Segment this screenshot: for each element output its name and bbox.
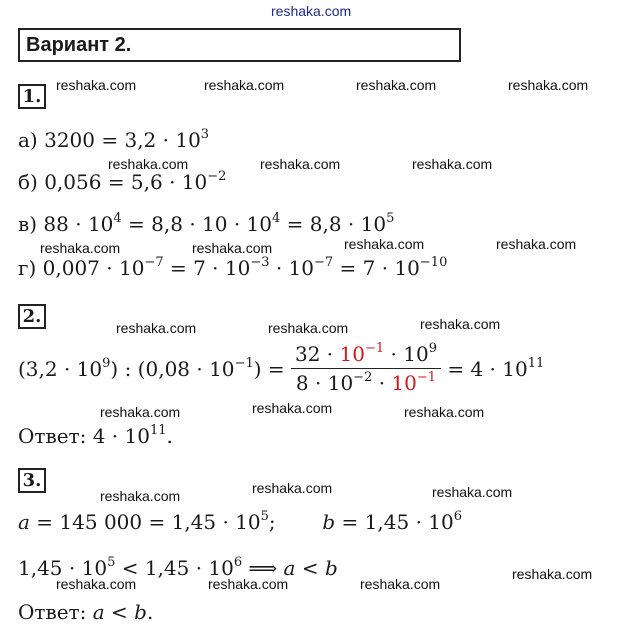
- task-1-label-b: б): [18, 170, 38, 194]
- exponent: −1: [364, 341, 385, 356]
- watermark: reshaka.com: [412, 156, 493, 172]
- expr-part: <: [104, 600, 135, 624]
- fraction: [291, 342, 441, 395]
- exponent: −1: [234, 355, 254, 371]
- expr-part: 32 ·: [295, 342, 340, 366]
- expr-part: · 10: [269, 256, 315, 280]
- task-2-equation: [18, 342, 544, 395]
- expr-part: .: [166, 424, 173, 448]
- task-1-label-g: г): [18, 256, 37, 280]
- task-3-number: 3.: [18, 468, 46, 493]
- watermark: reshaka.com: [496, 236, 577, 252]
- task-1-line-b: [18, 170, 226, 194]
- highlighted-term: [391, 371, 436, 395]
- watermark: reshaka.com: [100, 404, 181, 420]
- expr-part: = 1,45 · 10: [335, 510, 454, 534]
- variable-a: a: [18, 510, 30, 534]
- implies-symbol: ⟹: [242, 556, 284, 580]
- expr-part: 10: [339, 342, 365, 366]
- watermark: reshaka.com: [100, 488, 181, 504]
- exponent: 6: [453, 509, 463, 524]
- site-label[interactable]: reshaka.com: [271, 3, 352, 19]
- expr-part: 88 · 10: [43, 212, 114, 236]
- exponent: 4: [272, 211, 281, 226]
- watermark: reshaka.com: [404, 404, 485, 420]
- watermark: reshaka.com: [56, 77, 137, 93]
- task-2-number: 2.: [18, 304, 46, 329]
- variable-b: b: [134, 600, 147, 624]
- watermark: reshaka.com: [432, 484, 513, 500]
- expr-part: = 145 000 = 1,45 · 10: [29, 510, 261, 534]
- task-1-expr-a: 3200 = 3,2 · 10: [44, 128, 201, 152]
- variable-a: a: [92, 600, 105, 624]
- watermark: reshaka.com: [268, 320, 349, 336]
- variant-title: Вариант 2.: [18, 28, 461, 62]
- answer-label: Ответ:: [18, 600, 87, 624]
- expr-part: 8 · 10: [295, 371, 354, 395]
- highlighted-term: [340, 342, 385, 366]
- exponent: 9: [428, 341, 437, 356]
- exponent: −7: [144, 255, 164, 270]
- expr-part: = 7 · 10: [333, 256, 420, 280]
- exponent: 4: [113, 211, 122, 226]
- variable-b: b: [324, 556, 338, 580]
- expr-part: = 7 · 10: [163, 256, 251, 280]
- expr-part: .: [146, 600, 154, 624]
- watermark: reshaka.com: [356, 77, 437, 93]
- watermark: reshaka.com: [208, 576, 289, 592]
- watermark: reshaka.com: [508, 77, 589, 93]
- expr-part: = 8,8 · 10 · 10: [121, 212, 273, 236]
- fraction-numerator: [291, 342, 441, 369]
- task-1-line-g: [18, 256, 447, 280]
- watermark: reshaka.com: [344, 236, 425, 252]
- expr-part: ·: [372, 371, 392, 395]
- equation-lhs: [18, 357, 285, 381]
- watermark: reshaka.com: [360, 576, 441, 592]
- variable-b: b: [322, 510, 336, 534]
- watermark: reshaka.com: [108, 156, 189, 172]
- exponent: −3: [250, 255, 270, 270]
- exponent: −7: [314, 255, 334, 270]
- expr-part: 1,45 · 10: [18, 556, 108, 580]
- exponent: −1: [416, 370, 437, 385]
- watermark: reshaka.com: [56, 576, 137, 592]
- watermark: reshaka.com: [204, 77, 285, 93]
- task-1-expr-b: 0,056 = 5,6 · 10: [44, 170, 208, 194]
- task-1-number: 1.: [18, 84, 46, 109]
- task-3-line-1: [18, 510, 462, 534]
- expr-part: ;: [268, 510, 276, 534]
- exponent: −2: [207, 169, 227, 184]
- task-1-line-a: [18, 128, 209, 152]
- watermark: reshaka.com: [252, 480, 333, 496]
- expr-part: <: [295, 556, 325, 580]
- task-3-answer: [18, 600, 153, 624]
- task-1-label-a: а): [18, 128, 38, 152]
- watermark: reshaka.com: [420, 316, 501, 332]
- exponent: 11: [527, 355, 545, 371]
- expr-part: < 1,45 · 10: [115, 556, 234, 580]
- task-1-line-v: [18, 212, 394, 236]
- watermark: reshaka.com: [260, 156, 341, 172]
- exponent: 5: [260, 509, 269, 524]
- expr-part: · 10: [384, 342, 429, 366]
- exponent: 6: [233, 555, 243, 570]
- expr-part: = 8,8 · 10: [280, 212, 387, 236]
- task-2-answer: [18, 424, 173, 448]
- expr-part: (3,2 · 10: [18, 356, 103, 381]
- exponent: 9: [102, 355, 111, 371]
- expr-part: = 4 · 10: [447, 356, 528, 381]
- watermark: reshaka.com: [252, 400, 333, 416]
- expr-part: ) =: [253, 356, 285, 381]
- exponent: 5: [107, 555, 116, 570]
- expr-part: 4 · 10: [92, 424, 150, 448]
- watermark: reshaka.com: [40, 240, 121, 256]
- expr-part: 10: [391, 371, 417, 395]
- exponent: 11: [149, 423, 167, 438]
- answer-label: Ответ:: [18, 424, 87, 448]
- watermark: reshaka.com: [512, 566, 593, 582]
- exponent: −10: [419, 255, 448, 270]
- variable-a: a: [283, 556, 296, 580]
- exponent: 3: [200, 127, 210, 142]
- exponent: 5: [386, 211, 395, 226]
- fraction-denominator: [291, 369, 441, 395]
- expr-part: ) : (0,08 · 10: [110, 356, 235, 381]
- equation-rhs: [447, 357, 544, 381]
- exponent: −2: [353, 370, 373, 385]
- task-1-label-v: в): [18, 212, 38, 236]
- expr-part: 0,007 · 10: [42, 256, 145, 280]
- watermark: reshaka.com: [116, 320, 197, 336]
- watermark: reshaka.com: [192, 240, 273, 256]
